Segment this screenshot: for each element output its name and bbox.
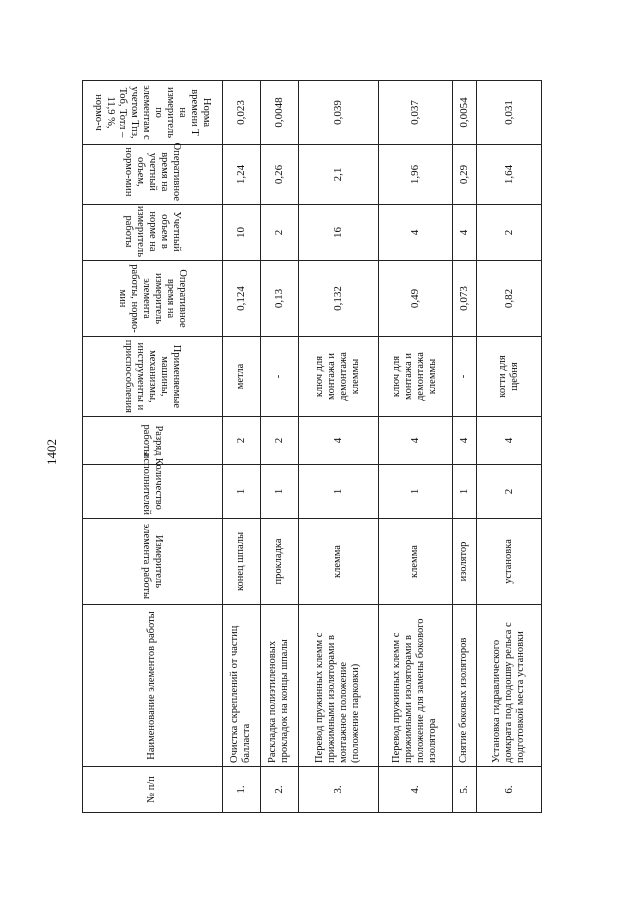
table-row [452,81,477,813]
header-norm [83,81,223,145]
header-tools [83,337,223,417]
row-grade: 4 [378,417,452,465]
row-volume: 2 [477,205,542,261]
row-norm: 0,037 [378,81,452,145]
row-volume: 10 [222,205,260,261]
row-name: Снятие боковых изоляторов [452,605,477,767]
row-grade: 4 [477,417,542,465]
row-no: 2. [260,767,298,813]
header-op-time-vol [83,142,223,205]
row-tools: метла [222,337,260,417]
table-row [477,81,542,813]
row-workers: 1 [260,465,298,519]
row-op-time: 0,13 [260,261,298,337]
table-row [260,81,298,813]
header-op-time [83,261,223,337]
row-op-time-vol: 0,26 [260,145,298,205]
header-op-time-vol-text: Оперативное время на учетный объем, нормо-мин [123,142,183,201]
table-row [378,81,452,813]
row-op-time: 0,132 [298,261,378,337]
row-workers: 1 [452,465,477,519]
row-workers: 1 [222,465,260,519]
row-tools: ключ для монтажа и демонтажа клеммы [298,337,378,417]
row-op-time: 0,82 [477,261,542,337]
row-grade: 4 [452,417,477,465]
rotated-sheet [82,81,542,813]
row-no: 6. [477,767,542,813]
table-row [222,81,260,813]
row-norm: 0,039 [298,81,378,145]
row-unit: прокладка [260,519,298,605]
row-norm: 0,0054 [452,81,477,145]
row-volume: 2 [260,205,298,261]
row-grade: 2 [260,417,298,465]
row-volume: 16 [298,205,378,261]
row-op-time-vol: 1,64 [477,145,542,205]
row-norm: 0,023 [222,81,260,145]
row-norm: 0,031 [477,81,542,145]
header-grade [83,417,223,465]
row-norm: 0,0048 [260,81,298,145]
header-workers-text: Количество исполнителей [141,452,165,516]
header-workers [83,452,223,519]
row-grade: 4 [298,417,378,465]
row-op-time-vol: 1,96 [378,145,452,205]
header-no: № п/п [83,767,223,813]
row-tools: - [452,337,477,417]
row-tools: - [260,337,298,417]
row-name: Перевод пружинных клемм с прижимными изоляторами в положение для замены бокового изолятора [378,605,452,767]
row-op-time-vol: 0,29 [452,145,477,205]
header-grade-text: Разряд работы [141,424,165,457]
header-row [83,81,223,813]
page-number: 1402 [44,439,59,465]
row-unit: изолятор [452,519,477,605]
row-tools: когти для щебня [477,337,542,417]
row-op-time-vol: 1,24 [222,145,260,205]
row-op-time-vol: 2,1 [298,145,378,205]
row-op-time: 0,073 [452,261,477,337]
row-volume: 4 [452,205,477,261]
row-unit: клемма [378,519,452,605]
header-unit-text: Измеритель элемента работы [141,523,165,600]
row-tools: ключ для монтажа и демонтажа клеммы [378,337,452,417]
row-no: 3. [298,767,378,813]
row-name: Перевод пружинных клемм с прижимными изоляторами в монтажное положение (положение парковки) [298,605,378,767]
row-workers: 1 [298,465,378,519]
row-no: 5. [452,767,477,813]
row-name: Установка гидравлического домкрата под подошву рельса с подготовкой места установки [477,605,542,767]
table-row [298,81,378,813]
row-workers: 1 [378,465,452,519]
row-grade: 2 [222,417,260,465]
norm-table [82,80,542,813]
row-name: Очистка скреплений от частиц балласта [222,605,260,767]
row-volume: 4 [378,205,452,261]
header-name: Наименование элементов работы [83,605,223,767]
header-unit [83,519,223,605]
row-unit: установка [477,519,542,605]
header-volume [83,205,223,261]
row-no: 1. [222,767,260,813]
row-name: Раскладка полиэтиленовых прокладок на концы шпалы [260,605,298,767]
row-unit: конец шпалы [222,519,260,605]
header-volume-text: Учетный объем в норме на измеритель работы [123,205,183,257]
row-no: 4. [378,767,452,813]
header-norm-text: Норма времени Т на измеритель по элементам с учетом Тпз, Тоб, Тотл – 11,9 %, нормо-ч [93,85,213,140]
header-op-time-text: Оперативное время на измеритель элемента работы, нормо-мин [117,264,189,333]
row-workers: 2 [477,465,542,519]
header-tools-text: Применяемые машины, механизмы, инструменты и приспособления [123,339,183,414]
norm-table-container [82,81,542,813]
row-op-time: 0,49 [378,261,452,337]
row-op-time: 0,124 [222,261,260,337]
row-unit: клемма [298,519,378,605]
